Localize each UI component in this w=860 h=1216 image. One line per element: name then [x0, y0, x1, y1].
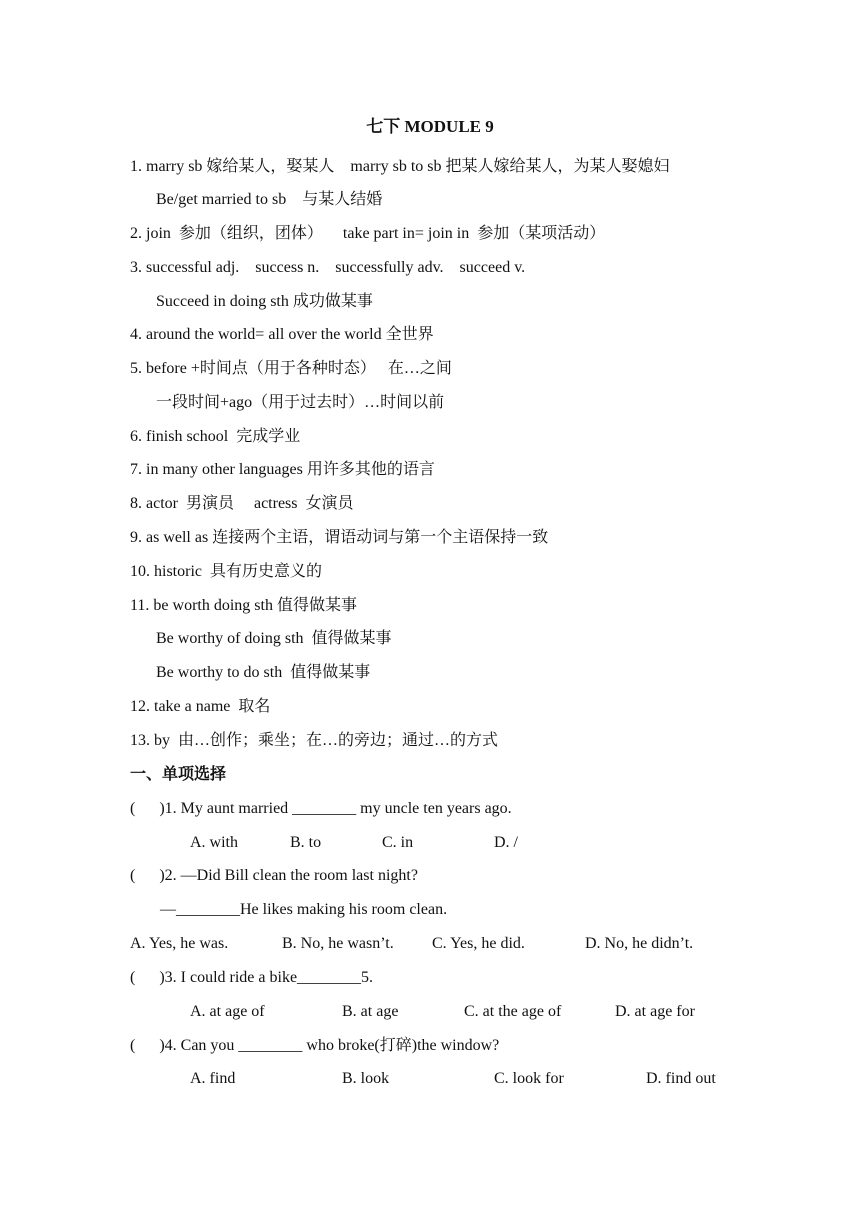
- note-line: 5. before +时间点（用于各种时态） 在…之间: [130, 360, 452, 377]
- option-b: B. No, he wasn’t.: [282, 935, 394, 952]
- note-line: 一段时间+ago（用于过去时）…时间以前: [156, 394, 445, 411]
- section-heading: 一、单项选择: [130, 766, 227, 783]
- option-d: D. /: [494, 834, 518, 851]
- option-a: A. find: [190, 1070, 236, 1087]
- note-line: 1. marry sb 嫁给某人，娶某人 marry sb to sb 把某人嫁给某人，为某人娶媳妇: [130, 158, 670, 175]
- note-line: Be worthy to do sth 值得做某事: [156, 664, 371, 681]
- note-line: 9. as well as 连接两个主语，谓语动词与第一个主语保持一致: [130, 529, 549, 546]
- note-line: 12. take a name 取名: [130, 698, 271, 715]
- option-c: C. at the age of: [464, 1003, 562, 1020]
- option-a: A. Yes, he was.: [130, 935, 229, 952]
- option-d: D. at age for: [615, 1003, 695, 1020]
- option-b: B. to: [290, 834, 322, 851]
- option-d: D. No, he didn’t.: [585, 935, 694, 952]
- option-c: C. in: [382, 834, 414, 851]
- option-c: C. Yes, he did.: [432, 935, 525, 952]
- option-d: D. find out: [646, 1070, 716, 1087]
- note-line: 7. in many other languages 用许多其他的语言: [130, 461, 435, 478]
- note-line: 8. actor 男演员 actress 女演员: [130, 495, 354, 512]
- note-line: 6. finish school 完成学业: [130, 428, 301, 445]
- note-line: Be/get married to sb 与某人结婚: [156, 191, 383, 208]
- option-a: A. at age of: [190, 1003, 265, 1020]
- option-b: B. at age: [342, 1003, 399, 1020]
- question-stem-reply: —________He likes making his room clean.: [160, 901, 448, 918]
- question-stem: ( )4. Can you ________ who broke(打碎)the window?: [130, 1037, 500, 1054]
- note-line: 13. by 由…创作；乘坐；在…的旁边；通过…的方式: [130, 732, 499, 749]
- note-line: 2. join 参加（组织，团体） take part in= join in 参加（某项活动）: [130, 225, 606, 242]
- note-line: 10. historic 具有历史意义的: [130, 563, 322, 580]
- note-line: Succeed in doing sth 成功做某事: [156, 293, 373, 310]
- note-line: 4. around the world= all over the world 全世界: [130, 326, 434, 343]
- question-stem: ( )2. —Did Bill clean the room last night?: [130, 867, 418, 884]
- note-line: 3. successful adj. success n. successfully adv. succeed v.: [130, 259, 526, 276]
- question-stem: ( )1. My aunt married ________ my uncle ten years ago.: [130, 800, 512, 817]
- option-c: C. look for: [494, 1070, 564, 1087]
- note-line: Be worthy of doing sth 值得做某事: [156, 630, 392, 647]
- option-b: B. look: [342, 1070, 390, 1087]
- note-line: 11. be worth doing sth 值得做某事: [130, 597, 357, 614]
- option-a: A. with: [190, 834, 238, 851]
- page-title: 七下 MODULE 9: [366, 117, 494, 136]
- question-stem: ( )3. I could ride a bike________5.: [130, 969, 374, 986]
